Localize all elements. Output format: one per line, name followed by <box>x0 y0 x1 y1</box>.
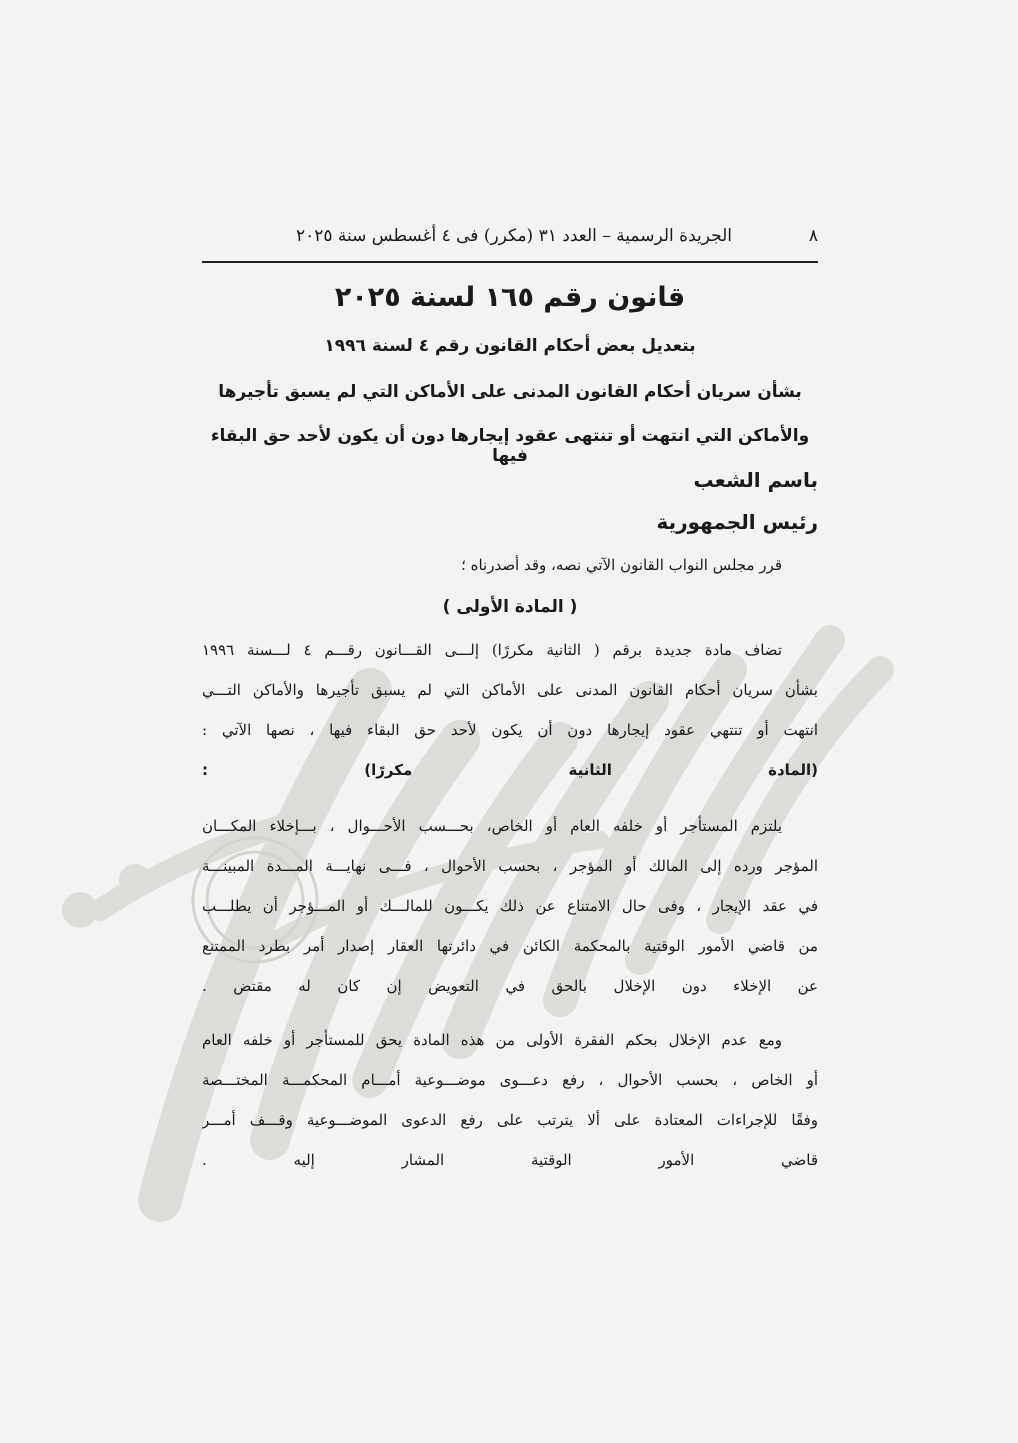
law-subtitle-scope-continued: والأماكن التي انتهت أو تنتهى عقود إيجارها دون أن يكون لأحد حق البقاء فيها <box>210 426 810 466</box>
text-line: بشأن سريان أحكام القانون المدنى على الأماكن التي لم يسبق تأجيرها والأماكن التـــي <box>202 681 818 699</box>
text-line: تضاف مادة جديدة برقم ( الثانية مكررًا) إلـــى القـــانون رقـــم ٤ لـــسنة ١٩٩٦ <box>202 641 782 659</box>
enactment-intro: قرر مجلس النواب القانون الآتي نصه، وقد أصدرناه ؛ <box>461 556 782 574</box>
text-line: أو الخاص ، بحسب الأحوال ، رفع دعـــوى موضـــوعية أمـــام المحكمـــة المختـــصة <box>202 1071 818 1089</box>
new-article-heading: (المادة الثانية مكررًا) : <box>202 761 818 779</box>
text-line: المؤجر ورده إلى المالك أو المؤجر ، بحسب الأحوال ، فـــى نهايـــة المـــدة المبينـــة <box>202 857 818 875</box>
text-line: يلتزم المستأجر أو خلفه العام أو الخاص، بحـــسب الأحـــوال ، بـــإخلاء المكـــان <box>202 817 782 835</box>
law-subtitle-scope: بشأن سريان أحكام القانون المدنى على الأماكن التي لم يسبق تأجيرها <box>218 382 802 402</box>
article-one-text <box>202 630 818 790</box>
text-line: في عقد الإيجار ، وفى حال الامتناع عن ذلك يكـــون للمالـــك أو المـــؤجر أن يطلـــب <box>202 897 818 915</box>
page-number: ٨ <box>808 226 818 246</box>
law-subtitle-amendment: بتعديل بعض أحكام القانون رقم ٤ لسنة ١٩٩٦ <box>324 336 696 356</box>
header-divider <box>202 261 818 263</box>
law-title: قانون رقم ١٦٥ لسنة ٢٠٢٥ <box>334 282 686 313</box>
article-one-heading: ( المادة الأولى ) <box>442 597 578 617</box>
text-line: انتهت أو تنتهي عقود إيجارها دون أن يكون لأحد حق البقاء فيها ، نصها الآتي : <box>202 721 818 739</box>
text-line: وفقًا للإجراءات المعتادة على ألا يترتب على رفع الدعوى الموضـــوعية وقـــف أمـــر <box>202 1111 818 1129</box>
new-article-paragraph-1 <box>202 806 818 1006</box>
text-line: من قاضي الأمور الوقتية بالمحكمة الكائن في دائرتها العقار إصدار أمر بطرد الممتنع <box>202 937 818 955</box>
new-article-paragraph-2 <box>202 1020 818 1180</box>
text-line: قاضي الأمور الوقتية المشار إليه . <box>202 1151 818 1169</box>
text-line: عن الإخلاء دون الإخلال بالحق في التعويض إن كان له مقتض . <box>202 977 818 995</box>
president-title: رئيس الجمهورية <box>656 510 818 534</box>
text-line: ومع عدم الإخلال بحكم الفقرة الأولى من هذه المادة يحق للمستأجر أو خلفه العام <box>202 1031 782 1049</box>
in-the-name-of-people: باسم الشعب <box>693 468 818 492</box>
page-header <box>202 222 818 256</box>
gazette-line: الجريدة الرسمية – العدد ٣١ (مكرر) فى ٤ أغسطس سنة ٢٠٢٥ <box>295 226 732 246</box>
